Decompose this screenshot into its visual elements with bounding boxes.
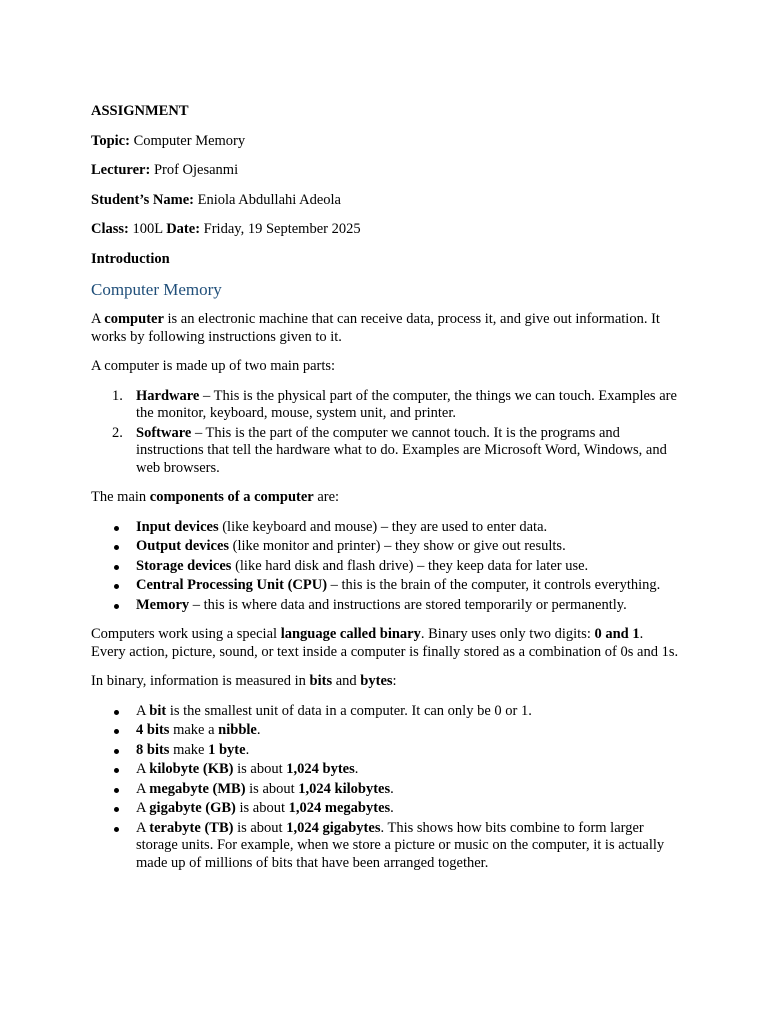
class-date-line: Class: 100L Date: Friday, 19 September 2025 xyxy=(91,221,361,237)
bullet-icon xyxy=(114,604,119,609)
list-item-text: . xyxy=(256,722,261,738)
topic-line: Topic: Computer Memory xyxy=(91,132,246,149)
student-name-line: Student’s Name: Eniola Abdullahi Adeola xyxy=(91,191,341,208)
main-parts-intro: A computer is made up of two main parts: xyxy=(91,358,336,374)
list-item-term: 1 byte xyxy=(208,741,246,758)
list-item xyxy=(91,577,681,595)
lecturer-line: Lecturer: Prof Ojesanmi xyxy=(91,162,239,178)
list-item-term: Memory xyxy=(136,596,190,613)
bullet-icon xyxy=(114,729,119,734)
list-item-text: A xyxy=(136,800,150,816)
main-parts-list xyxy=(91,388,681,478)
bullet-icon xyxy=(114,584,119,589)
list-item-term: kilobyte (KB) xyxy=(149,761,234,777)
list-item xyxy=(91,761,681,779)
list-item-text: A xyxy=(136,702,150,719)
list-item-text: A xyxy=(136,761,150,777)
bullet-icon xyxy=(114,788,119,793)
list-item-text: (like hard disk and flash drive) – they keep data for later use. xyxy=(231,557,589,574)
list-item-text: make a xyxy=(169,722,219,738)
units-intro: In binary, information is measured in bits and bytes: xyxy=(91,673,397,689)
list-item-text: make xyxy=(169,741,209,758)
list-item xyxy=(91,538,681,556)
list-item xyxy=(91,519,681,537)
list-item xyxy=(91,558,681,576)
introduction-label: Introduction xyxy=(91,250,170,267)
list-item-text: – This is the physical part of the computer, the things we can touch. Examples are the monitor, keyboard, mouse, system unit, and printer. xyxy=(136,387,677,421)
list-item-term: Input devices xyxy=(136,518,219,535)
list-item-term: megabyte (MB) xyxy=(149,780,246,797)
bullet-icon xyxy=(114,827,119,832)
list-number: 1. xyxy=(112,387,123,404)
list-item-term: 1,024 kilobytes xyxy=(298,780,391,797)
list-item-text: . xyxy=(390,780,394,797)
list-item-term: 4 bits xyxy=(136,722,170,738)
assignment-title: ASSIGNMENT xyxy=(91,103,189,119)
binary-paragraph: Computers work using a special language called binary. Binary uses only two digits: 0 and 1. Every action, picture, sound, or text inside a computer is finally stored as a combination of 0s and 1s. xyxy=(91,626,679,660)
data-units-list xyxy=(91,703,681,873)
list-item-term: 1,024 gigabytes xyxy=(286,819,381,836)
document-body xyxy=(91,103,681,884)
list-item xyxy=(91,388,681,423)
list-item xyxy=(91,742,681,760)
list-item xyxy=(91,703,681,721)
list-item xyxy=(91,820,681,873)
components-intro: The main components of a computer are: xyxy=(91,489,340,505)
list-item-term: nibble xyxy=(218,722,257,738)
list-item-term: gigabyte (GB) xyxy=(149,800,236,816)
list-item-text: is about xyxy=(233,819,287,836)
list-item-text: – this is where data and instructions are stored temporarily or permanently. xyxy=(189,596,627,613)
list-item-term: Output devices xyxy=(136,538,230,554)
components-list xyxy=(91,519,681,615)
list-item xyxy=(91,800,681,818)
bullet-icon xyxy=(114,807,119,812)
list-item-term: 8 bits xyxy=(136,741,170,758)
list-item-text: . xyxy=(354,761,359,777)
list-item-term: terabyte (TB) xyxy=(149,819,234,836)
list-item-text: is about xyxy=(235,800,289,816)
list-item-text: – this is the brain of the computer, it controls everything. xyxy=(327,577,661,593)
list-item-text: – This is the part of the computer we cannot touch. It is the programs and instructions that tell the hardware what to do. Examples are Microsoft Word, Windows, and web browsers. xyxy=(136,424,667,476)
list-item-text: is the smallest unit of data in a computer. It can only be 0 or 1. xyxy=(166,702,532,719)
list-item xyxy=(91,597,681,615)
list-item-term: bit xyxy=(149,702,167,719)
list-item-text: A xyxy=(136,780,150,797)
list-item-text: is about xyxy=(233,761,287,777)
list-item xyxy=(91,425,681,478)
bullet-icon xyxy=(114,749,119,754)
list-item-text: A xyxy=(136,819,150,836)
list-item-term: Storage devices xyxy=(136,557,232,574)
bullet-icon xyxy=(114,545,119,550)
list-item-text: (like monitor and printer) – they show or give out results. xyxy=(229,538,566,554)
bullet-icon xyxy=(114,565,119,570)
list-item-term: Hardware xyxy=(136,387,200,404)
computer-definition-paragraph: A computer is an electronic machine that can receive data, process it, and give out information. It works by following instructions given to it. xyxy=(91,311,660,345)
list-item-text: . This shows how bits combine to form larger storage units. For example, when we store a picture or music on the computer, it is actually made up of millions of bits that have been arranged together. xyxy=(136,819,665,871)
list-item xyxy=(91,722,681,740)
list-item-term: 1,024 megabytes xyxy=(288,800,391,816)
bullet-icon xyxy=(114,526,119,531)
section-heading: Computer Memory xyxy=(91,280,222,299)
list-item-text: . xyxy=(390,800,394,816)
list-item-term: Software xyxy=(136,424,192,441)
bullet-icon xyxy=(114,768,119,773)
list-number: 2. xyxy=(112,424,123,441)
list-item-text: . xyxy=(245,741,250,758)
list-item-text: (like keyboard and mouse) – they are used to enter data. xyxy=(218,518,548,535)
list-item-term: Central Processing Unit (CPU) xyxy=(136,577,328,593)
list-item-term: 1,024 bytes xyxy=(286,761,355,777)
list-item-text: is about xyxy=(245,780,299,797)
bullet-icon xyxy=(114,710,119,715)
list-item xyxy=(91,781,681,799)
